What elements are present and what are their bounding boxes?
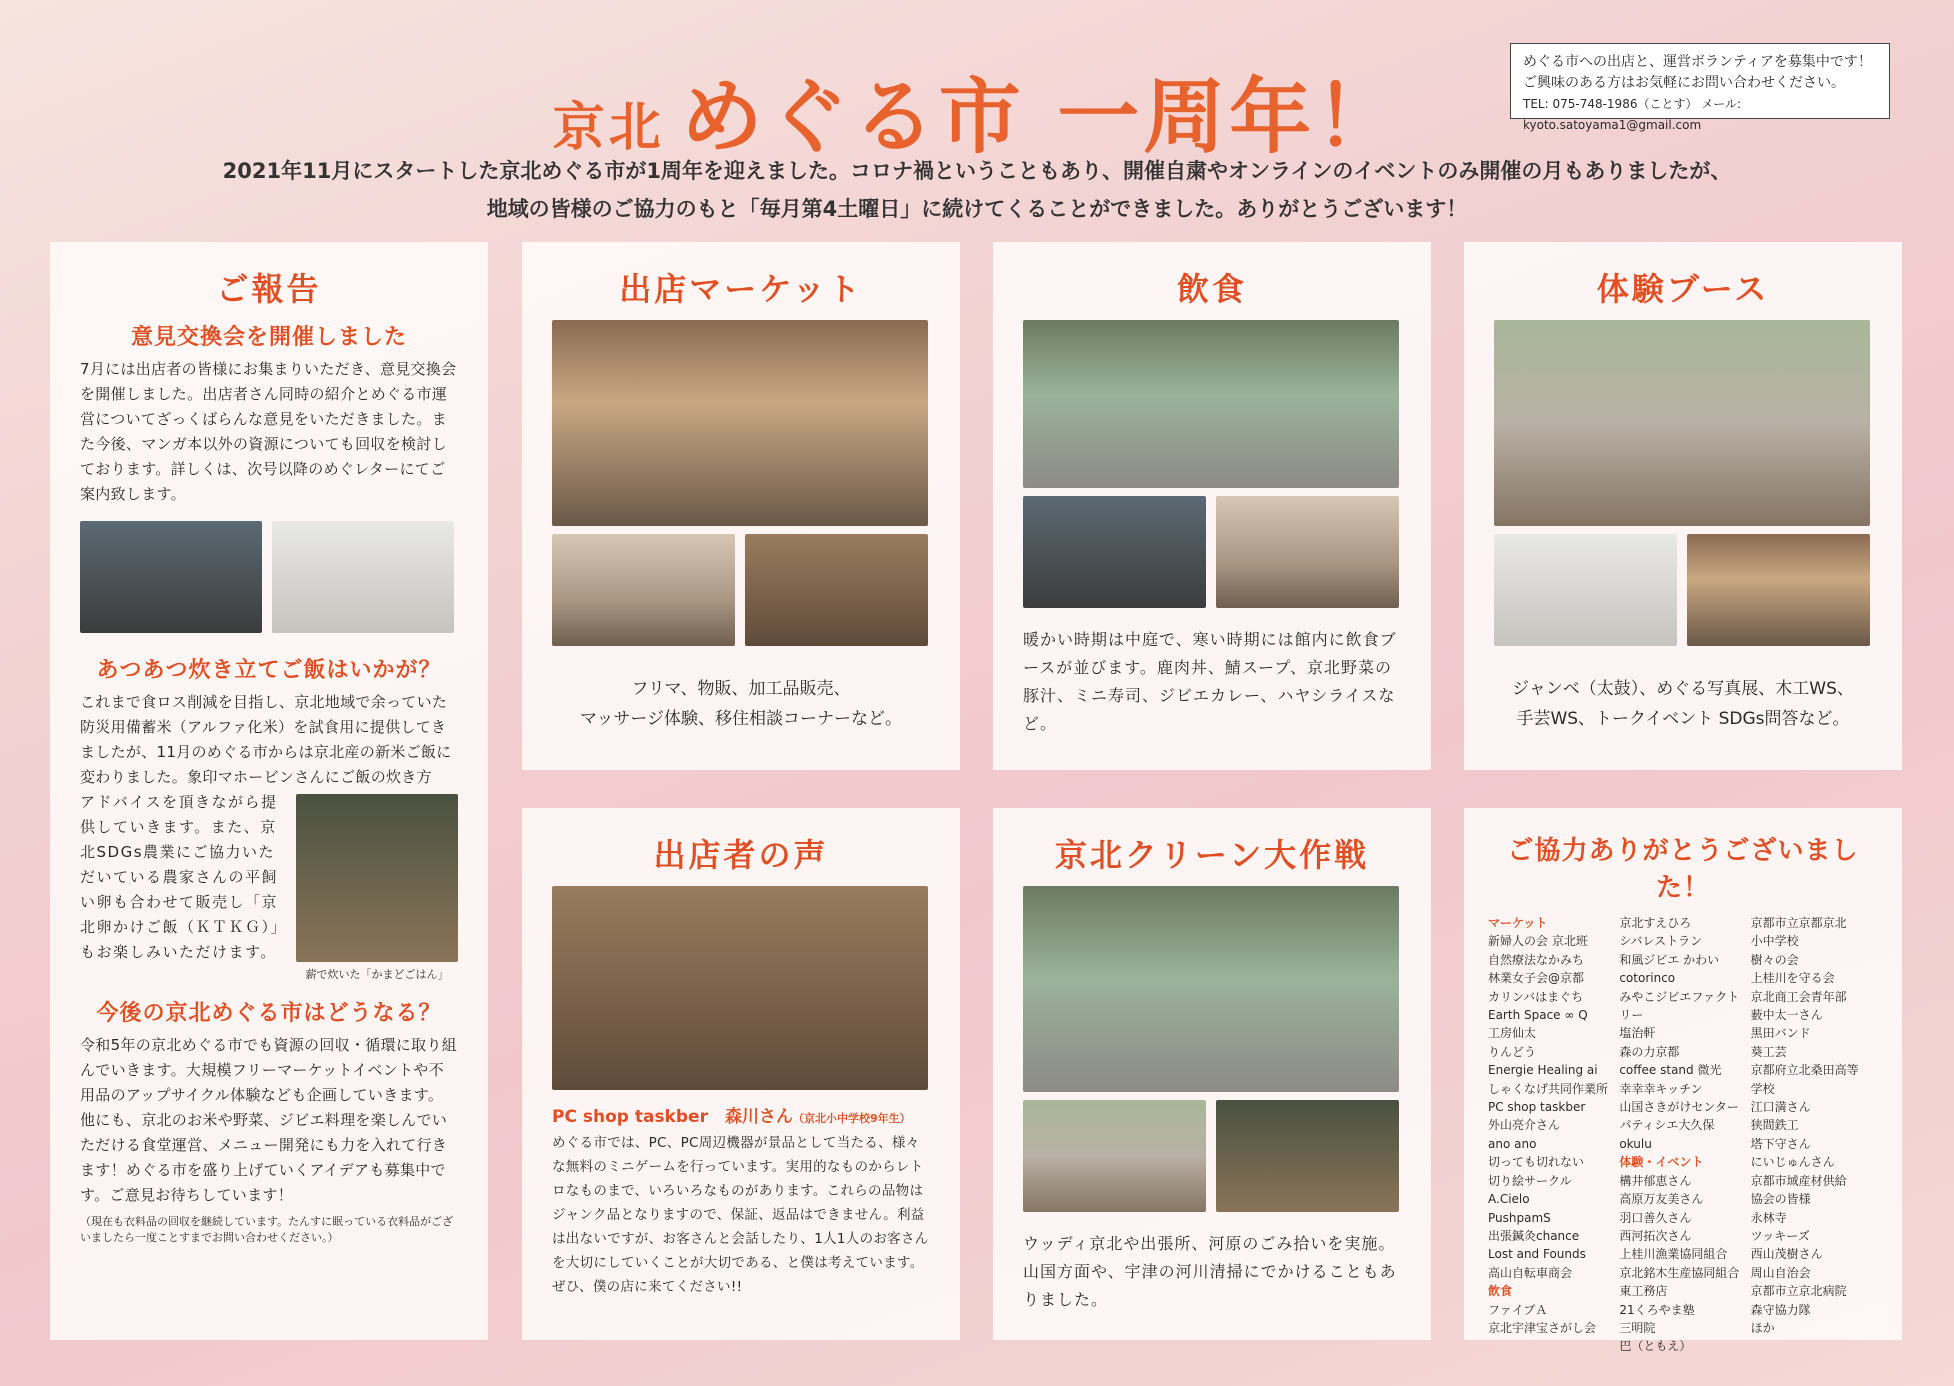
thanks-entry: しゃくなげ共同作業所 [1488, 1081, 1609, 1096]
report-note: （現在も衣料品の回収を継続しています。たんすに眠っている衣料品がございましたら一度ことすまでお問い合わせください。） [80, 1215, 454, 1244]
thanks-entry: 林業女子会@京都 [1488, 971, 1585, 986]
thanks-entry: 上桂川漁業協同組合 [1619, 1247, 1728, 1262]
food-stall-photo [1023, 496, 1206, 608]
intro-line-2: 地域の皆様のご協力のもと「毎月第4土曜日」に続けてくることができました。ありがとうございます！ [486, 197, 1468, 221]
voice-card [522, 808, 960, 1340]
contact-line-2: ご興味のある方はお気軽にお問い合わせください。 [1523, 75, 1845, 91]
voice-title: 出店者の声 [653, 836, 829, 874]
thanks-title: ご協力ありがとうございました！ [1507, 836, 1859, 903]
thanks-entry: PC shop taskber [1488, 1100, 1586, 1115]
thanks-entry: 切っても切れない [1488, 1155, 1585, 1170]
thanks-entry: 小中学校 [1750, 934, 1799, 949]
vendor-caption [552, 1102, 930, 1127]
thanks-entry: ano ano [1488, 1136, 1537, 1151]
report-subtitle-rice: あつあつ炊き立てご飯はいかが？ [96, 658, 442, 683]
thanks-entry: 高原万友美さん [1619, 1192, 1704, 1207]
intro-line-1: 2021年11月にスタートした京北めぐる市が1周年を迎えました。コロナ禍ということもあり、開催自粛やオンラインのイベントのみ開催の月もありましたが、 [222, 159, 1732, 183]
market-description [552, 674, 930, 734]
thanks-entry: A.Cielo [1488, 1192, 1530, 1207]
thanks-column-3 [1751, 914, 1878, 1356]
food-description: 暖かい時期は中庭で、寒い時期には館内に飲食ブースが並びます。鹿肉丼、鯖スープ、京北野菜の豚汁、ミニ寿司、ジビエカレー、ハヤシライスなど。 [1023, 630, 1397, 733]
report-text-rice-a: これまで食ロス削減を目指し、京北地域で余っていた防災用備蓄米（アルファ化米）を試食用に提供してきましたが、11月のめぐる市からは京北産の新米ご飯に変わりました。象印マホービンさんにご飯の炊き方 [80, 693, 452, 786]
market-text-2: マッサージ体験、移住相談コーナーなど。 [580, 709, 902, 729]
experience-text-1: ジャンベ（太鼓）、めぐる写真展、木工WS、 [1512, 679, 1854, 699]
market-main-photo [552, 320, 928, 526]
thanks-entry: 工房仙太 [1488, 1026, 1537, 1041]
thanks-entry: 狭間鉄工 [1750, 1118, 1799, 1133]
thanks-entry: 永林寺 [1750, 1210, 1787, 1225]
experience-title: 体験ブース [1596, 270, 1770, 308]
thanks-entry: みやこジビエファクトリー [1619, 989, 1740, 1023]
courtyard-photo [1023, 320, 1399, 488]
thanks-entry: 京都市域産材供給 [1750, 1173, 1847, 1188]
thanks-entry: 21くろやま塾 [1619, 1302, 1695, 1317]
kamado-rice-photo [296, 794, 458, 962]
report-text-meeting: 7月には出店者の皆様にお集まりいただき、意見交換会を開催しました。出店者さん同時の紹介とめぐる市運営についてざっくばらんな意見をいただきました。また今後、マンガ本以外の資源についても回収を検討しております。詳しくは、次号以降のめぐレターにてご案内致します。 [80, 360, 457, 503]
thanks-entry: にいじゅんさん [1750, 1155, 1835, 1170]
title-main: めぐる市 一周年！ [680, 70, 1402, 165]
thanks-entry: りんどう [1488, 1044, 1537, 1059]
thanks-entry: パティシエ大久保 [1619, 1118, 1715, 1133]
voice-text: めぐる市では、PC、PC周辺機器が景品として当たる、様々な無料のミニゲームを行っています。実用的なものからレトロなものまで、いろいろなものがあります。これらの品物はジャンク品となりますので、保証、返品はできません。利益は出ないですが、お客さんと会話したり、1人1人のお客さんを大切にしていくことが大切である、と僕は考えています。ぜひ、僕の店に来てください!! [552, 1135, 929, 1295]
thanks-entry: 薮中太一さん [1750, 1008, 1823, 1023]
kamado-photo-caption: 薪で炊いた「かまどごはん」 [305, 968, 449, 981]
thanks-entry: 山国さきがけセンター [1619, 1100, 1739, 1115]
curry-photo [1216, 496, 1399, 608]
report-subtitle-future: 今後の京北めぐる市はどうなる？ [96, 1001, 442, 1026]
cleanup-group-photo-1 [1023, 1100, 1206, 1212]
food-card [993, 242, 1431, 770]
thanks-entry: 高山自転車商会 [1488, 1265, 1573, 1280]
intro-text [60, 152, 1894, 228]
thanks-entry: okulu [1619, 1136, 1652, 1151]
vendor-name: PC shop taskber 森川さん [552, 1107, 793, 1127]
food-title: 飲食 [1176, 270, 1247, 308]
thanks-entry: 樹々の会 [1750, 952, 1799, 967]
djembe-photo [1494, 320, 1870, 526]
thanks-entry: 西河拓次さん [1619, 1228, 1692, 1243]
thanks-entry: ファイブＡ [1488, 1302, 1548, 1317]
vendor-grade: （京北小中学校9年生） [792, 1112, 911, 1125]
thanks-entry: coffee stand 微光 [1619, 1063, 1722, 1078]
river-cleanup-photo [1023, 886, 1399, 1092]
massage-photo [552, 534, 735, 646]
whiteboard-photo [272, 521, 454, 633]
thanks-entry: 巴（ともえ） [1619, 1339, 1692, 1354]
thanks-entry: 協会の皆様 [1750, 1192, 1811, 1207]
thanks-entry: 京都府立北桑田高等 [1750, 1063, 1859, 1078]
thanks-entry: Earth Space ∞ Q [1488, 1008, 1588, 1023]
thanks-entry: 羽口善久さん [1619, 1210, 1692, 1225]
market-card [522, 242, 960, 770]
thanks-column-2 [1619, 914, 1746, 1356]
thanks-entry: 新婦人の会 京北班 [1488, 934, 1588, 949]
product-stall-photo [745, 534, 928, 646]
thanks-entry: 東工務店 [1619, 1284, 1668, 1299]
thanks-entry: 自然療法なかみち [1488, 952, 1585, 967]
thanks-entry: 上桂川を守る会 [1750, 971, 1835, 986]
contact-box [1510, 43, 1890, 132]
experience-text-2: 手芸WS、トークイベント SDGs問答など。 [1516, 709, 1850, 729]
cleanup-group-photo-2 [1216, 1100, 1399, 1212]
thanks-column-1 [1488, 914, 1615, 1356]
experience-description [1494, 674, 1872, 734]
market-text-1: フリマ、物販、加工品販売、 [631, 679, 851, 699]
clean-description: ウッディ京北や出張所、河原のごみ拾いを実施。山国方面や、宇津の河川清掃にでかけることもありました。 [1023, 1234, 1397, 1309]
thanks-entry: 京北すえひろ [1619, 916, 1692, 930]
thanks-entry: カリンバはまぐち [1488, 989, 1584, 1004]
thanks-entry: 黒田バンド [1750, 1026, 1811, 1041]
thanks-category: 体験・イベント [1619, 1155, 1704, 1170]
experience-card [1464, 242, 1902, 770]
thanks-entry: 三明院 [1619, 1320, 1656, 1335]
thanks-entry: 学校 [1750, 1081, 1775, 1096]
market-title: 出店マーケット [619, 270, 863, 308]
craft-ws-photo [1687, 534, 1870, 646]
contact-line-1: めぐる市への出店と、運営ボランティアを募集中です！ [1523, 54, 1872, 70]
thanks-entry: 京都市立京北病院 [1750, 1284, 1847, 1299]
thanks-entry: 西山茂樹さん [1750, 1247, 1823, 1262]
meeting-photo [80, 521, 262, 633]
vendor-portrait-photo [552, 886, 928, 1090]
report-text-future: 令和5年の京北めぐる市でも資源の回収・循環に取り組んでいきます。大規模フリーマーケットイベントや不用品のアップサイクル体験なども企画していきます。他にも、京北のお米や野菜、ジビエ料理を楽しんでいただける食堂運営、メニュー開発にも力を入れて行きます！めぐる市を盛り上げていくアイデアも募集中です。ご意見お待ちしています！ [80, 1036, 458, 1204]
thanks-entry: ほか [1750, 1320, 1775, 1335]
thanks-entry: 幸幸幸キッチン [1619, 1081, 1703, 1096]
thanks-entry: 切り絵サークル [1488, 1173, 1572, 1188]
thanks-list [1488, 914, 1878, 1356]
report-text-rice-b: アドバイスを頂きながら提供していきます。また、京北SDGs農業にご協力いただいている農家さんの平飼い卵も合わせて販売し「京北卵かけご飯（ＫＴＫＧ）」もお楽しみいただけます。 [80, 793, 280, 961]
thanks-entry: cotorinco [1619, 971, 1676, 986]
thanks-card [1464, 808, 1902, 1354]
report-subtitle-meeting: 意見交換会を開催しました [130, 325, 407, 350]
photo-exhibition-photo [1494, 534, 1677, 646]
report-title: ご報告 [216, 270, 322, 308]
thanks-entry: 出張鍼灸chance [1488, 1228, 1580, 1243]
thanks-entry: 京北銘木生産協同組合 [1619, 1265, 1740, 1280]
thanks-entry: 和風ジビエ かわい [1619, 952, 1720, 967]
thanks-category: マーケット [1488, 916, 1548, 930]
title-prefix: 京北 [552, 98, 665, 158]
thanks-entry: 京北商工会青年部 [1750, 989, 1847, 1004]
clean-title: 京北クリーン大作戦 [1054, 836, 1370, 874]
thanks-entry: 外山亮介さん [1488, 1118, 1561, 1133]
thanks-entry: Energie Healing ai [1488, 1063, 1598, 1078]
report-card [50, 242, 488, 1340]
thanks-entry: 葵工芸 [1750, 1044, 1787, 1059]
thanks-entry: 京北宇津宝さがし会 [1488, 1320, 1597, 1335]
thanks-entry: 塔下守さん [1750, 1136, 1811, 1151]
thanks-entry: 京都市立京都京北 [1750, 916, 1847, 930]
contact-tel-email: TEL: 075-748-1986（ことす） メール: kyoto.satoyama1@gmail.com [1523, 97, 1742, 132]
thanks-entry: 森の力京都 [1619, 1044, 1680, 1059]
thanks-entry: シバレストラン [1619, 934, 1703, 949]
thanks-entry: 構井郁恵さん [1619, 1173, 1692, 1188]
thanks-entry: PushpamS [1488, 1210, 1551, 1225]
clean-card [993, 808, 1431, 1340]
thanks-entry: 江口満さん [1750, 1100, 1811, 1115]
thanks-entry: 森守協力隊 [1750, 1302, 1811, 1317]
thanks-entry: 塩治軒 [1619, 1026, 1656, 1041]
thanks-entry: ツッキーズ [1750, 1228, 1810, 1243]
thanks-category: 飲食 [1488, 1284, 1513, 1299]
thanks-entry: 周山自治会 [1750, 1265, 1811, 1280]
thanks-entry: Lost and Founds [1488, 1247, 1586, 1262]
